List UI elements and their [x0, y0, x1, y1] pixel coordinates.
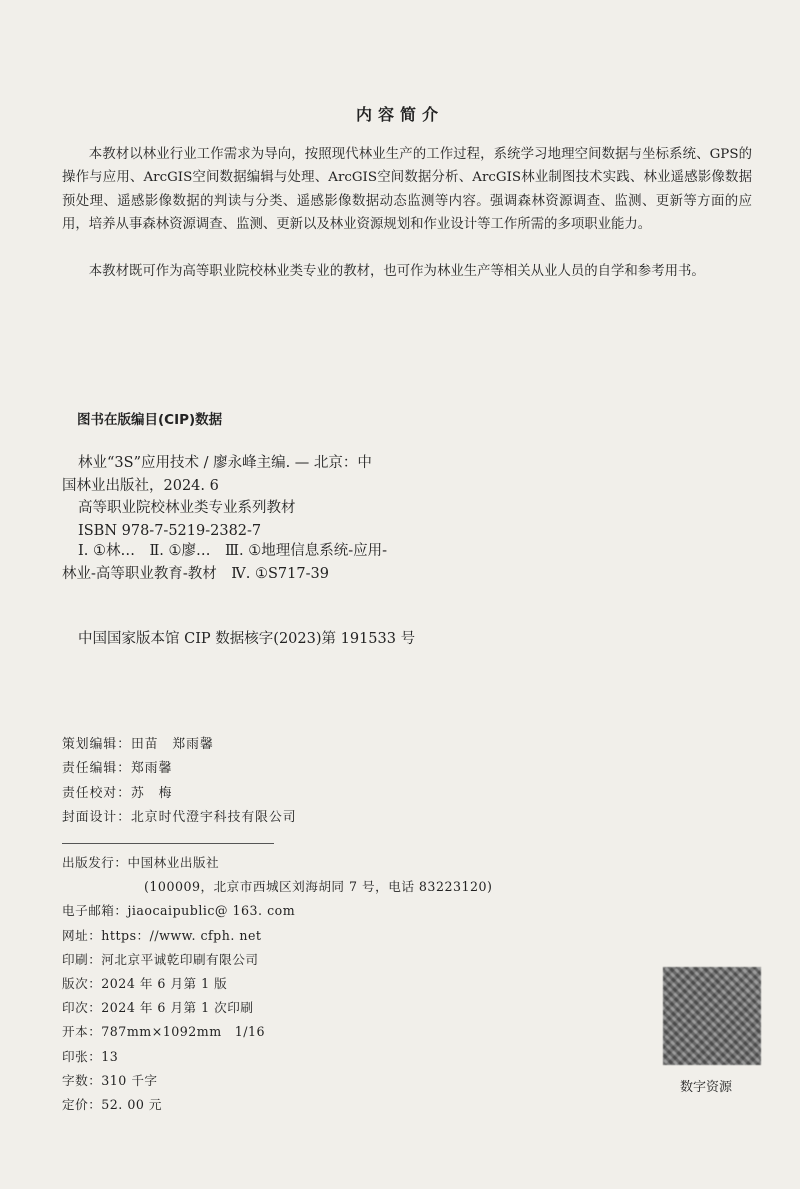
credit-cover-design: 封面设计：北京时代澄宇科技有限公司 [62, 809, 297, 825]
cip-subject-line-1: Ⅰ. ①林… Ⅱ. ①廖… Ⅲ. ①地理信息系统-应用- [78, 543, 388, 559]
cip-number-line: 中国国家版本馆 CIP 数据核字(2023)第 191533 号 [78, 631, 416, 647]
credit-responsible-editor: 责任编辑：郑雨馨 [62, 761, 173, 777]
intro-paragraph-2: 本教材既可作为高等职业院校林业类专业的教材，也可作为林业生产等相关从业人员的自学和参考用书。 [88, 264, 705, 279]
divider [62, 843, 274, 844]
cip-block-2 [62, 540, 582, 585]
intro-title: 内容简介 [355, 105, 444, 124]
pub-website: 网址：https：//www. cfph. net [62, 927, 262, 943]
pub-email: 电子邮箱：jiaocaipublic@ 163. com [62, 903, 296, 919]
cip-number [62, 628, 582, 651]
pub-edition: 版次：2024 年 6 月第 1 版 [62, 976, 228, 992]
intro-paragraph-1: 本教材以林业行业工作需求为导向，按照现代林业生产的工作过程，系统学习地理空间数据与坐标系统、GPS的操作与应用、ArcGIS空间数据编辑与处理、ArcGIS空间数据分析、ArcGIS林业制图技术实践、林业遥感影像数据预处理、遥感影像数据的判读与分类、遥感影像数据动态监测等内容。强调森林资源调查、监测、更新等方面的应用，培养从事森林资源调查、监测、更新以及林业资源规划和作业设计等工作所需的多项职业能力。 [62, 147, 752, 232]
cip-subject-line-2: 林业-高等职业教育-教材 Ⅳ. ①S717-39 [62, 565, 329, 582]
pub-price: 定价：52. 00 元 [62, 1097, 162, 1113]
cip-series-line: 高等职业院校林业类专业系列教材 [78, 500, 296, 516]
pub-address: (100009，北京市西城区刘海胡同 7 号，电话 83223120) [144, 879, 493, 895]
pub-format: 开本：787mm×1092mm 1/16 [62, 1024, 266, 1040]
qr-label: 数字资源 [680, 1080, 733, 1095]
credit-proofreader: 责任校对：苏 梅 [62, 785, 173, 801]
pub-words: 字数：310 千字 [62, 1072, 158, 1088]
cip-header: 图书在版编目(CIP)数据 [77, 412, 223, 428]
cip-isbn-line: ISBN 978-7-5219-2382-7 [78, 522, 262, 539]
pub-sheets: 印张：13 [62, 1048, 119, 1064]
cip-publisher-line: 国林业出版社，2024. 6 [62, 477, 219, 494]
publication-info [62, 851, 492, 1117]
credits-list [62, 733, 297, 830]
qr-code-icon [663, 967, 761, 1065]
pub-printing: 印次：2024 年 6 月第 1 次印刷 [62, 1000, 254, 1016]
credit-planning-editor: 策划编辑：田苗 郑雨馨 [62, 737, 214, 752]
pub-publisher: 出版发行：中国林业出版社 [62, 855, 220, 870]
pub-printer: 印刷：河北京平诚乾印刷有限公司 [62, 951, 259, 967]
cip-title-line: 林业“3S”应用技术 / 廖永峰主编. — 北京：中 [78, 455, 372, 471]
cip-block-1 [62, 452, 582, 542]
